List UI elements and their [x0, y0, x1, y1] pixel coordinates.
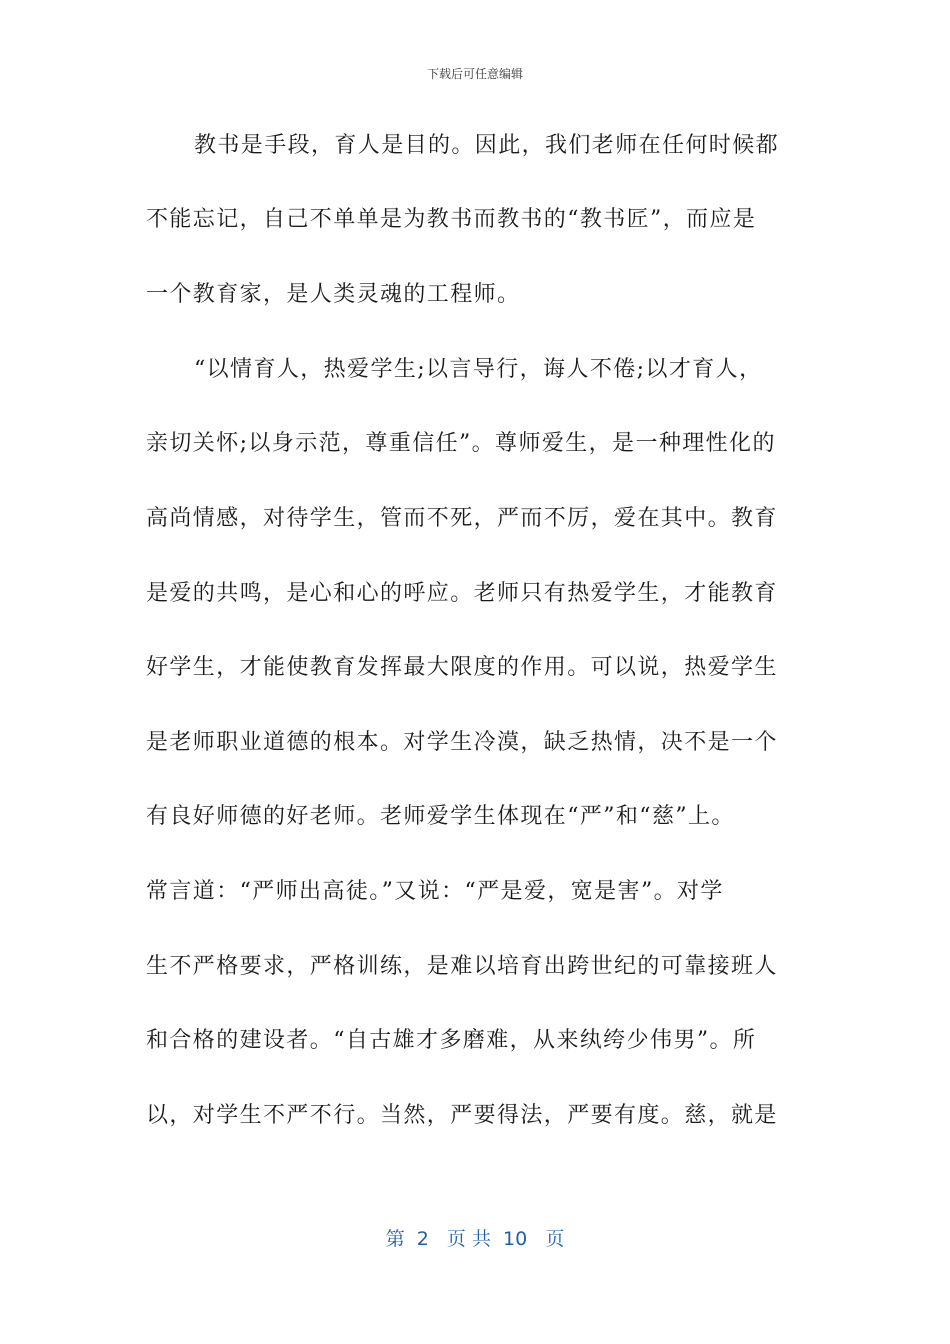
- paragraph-line: 好学生，才能使教育发挥最大限度的作用。可以说，热爱学生: [146, 655, 778, 680]
- paragraph-line: 亲切关怀;以身示范，尊重信任”。尊师爱生，是一种理性化的: [146, 431, 776, 456]
- paragraph-line: 高尚情感，对待学生，管而不死，严而不厉，爱在其中。教育: [146, 506, 778, 531]
- paragraph-line: 教书是手段，育人是目的。因此，我们老师在任何时候都: [194, 133, 780, 158]
- paragraph-line: 是爱的共鸣，是心和心的呼应。老师只有热爱学生，才能教育: [146, 581, 778, 606]
- paragraph-line: 是老师职业道德的根本。对学生冷漠，缺乏热情，决不是一个: [146, 730, 778, 755]
- paragraph-line: 有良好师德的好老师。老师爱学生体现在“严”和“慈”上。: [146, 804, 735, 829]
- paragraph-line: 和合格的建设者。“自古雄才多磨难，从来纨绔少伟男”。所: [146, 1028, 757, 1053]
- page-number-footer: 第 2 页 共 10 页: [385, 1228, 565, 1250]
- paragraph-line: 常言道：“严师出高徒。”又说：“严是爱，宽是害”。对学: [146, 879, 724, 904]
- page-header: 下载后可任意编辑: [426, 67, 523, 81]
- paragraph-line: “以情育人，热爱学生;以言导行，诲人不倦;以才育人，: [194, 357, 763, 382]
- paragraph-line: 一个教育家，是人类灵魂的工程师。: [146, 282, 521, 307]
- paragraph-line: 不能忘记，自己不单单是为教书而教书的“教书匠”，而应是: [146, 207, 757, 232]
- paragraph-line: 以，对学生不严不行。当然，严要得法，严要有度。慈，就是: [146, 1103, 778, 1128]
- paragraph-line: 生不严格要求，严格训练，是难以培育出跨世纪的可靠接班人: [146, 954, 778, 979]
